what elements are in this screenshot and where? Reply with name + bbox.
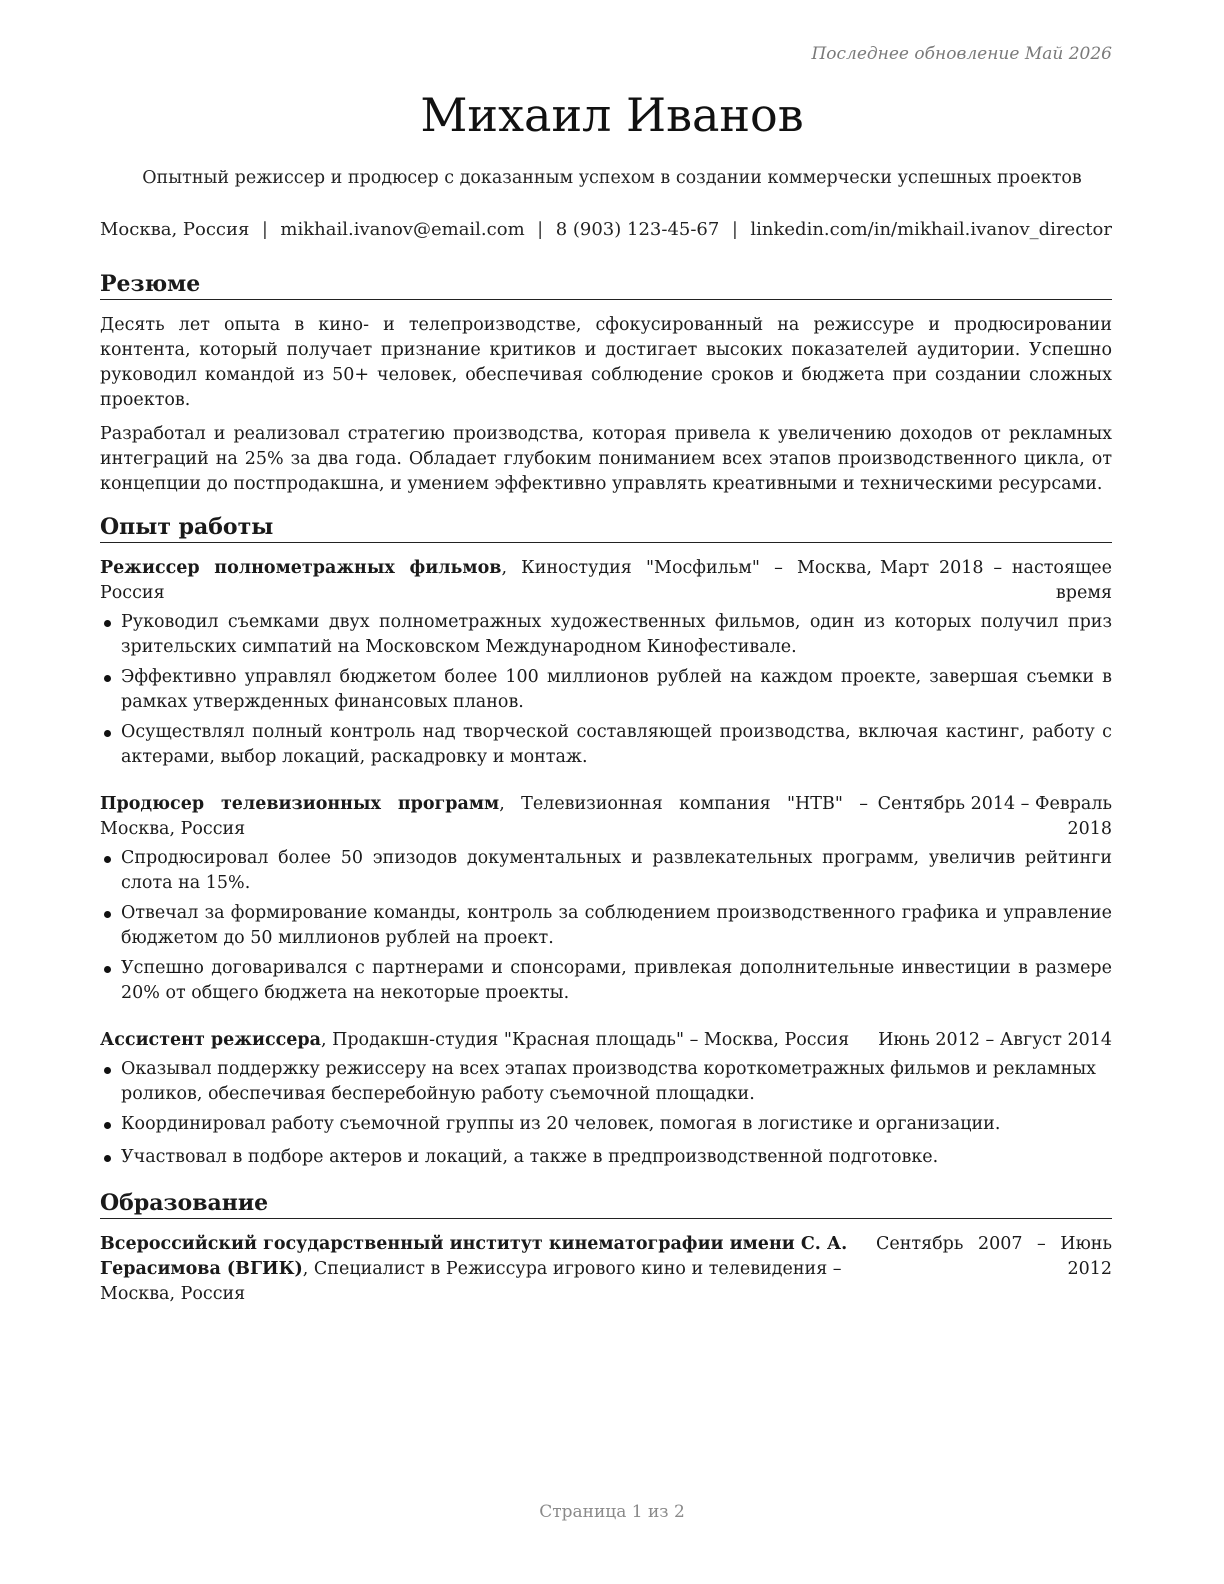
separator: | — [731, 219, 738, 240]
email-link[interactable]: mikhail.ivanov@email.com — [280, 219, 525, 240]
summary-paragraph: Разработал и реализовал стратегию производства, которая привела к увеличению доходов от рекламных интеграций на 25% за два года. Обладает глубоким пониманием всех этапов производственного цикла, от концепции до постпродакшна, и умением эффективно управлять креативными и техническими ресурсами. — [100, 424, 1112, 494]
list-item: Успешно договаривался с партнерами и спонсорами, привлекая дополнительные инвестиции в размере 20% от общего бюджета на некоторые проекты. — [100, 956, 1112, 1006]
candidate-name: Михаил Иванов — [420, 88, 804, 142]
job-dates: Июнь 2012 – Август 2014 — [878, 1030, 1112, 1050]
education-dates: Сентябрь 2007 – Июнь 2012 — [876, 1234, 1112, 1279]
job-bullets — [100, 610, 1112, 770]
job-dates: Сентябрь 2014 – Февраль 2018 — [877, 794, 1112, 839]
separator: | — [261, 219, 268, 240]
job-company: , Телевизионная компания "НТВ" – Москва, Россия — [100, 794, 868, 839]
list-item: Оказывал поддержку режиссеру на всех этапах производства короткометражных фильмов и рекламных роликов, обеспечивая бесперебойную работу съемочной площадки. — [100, 1057, 1112, 1107]
job-bullets — [100, 846, 1112, 1006]
list-item: Руководил съемками двух полнометражных художественных фильмов, один из которых получил приз зрительских симпатий на Московском Международном Кинофестивале. — [100, 610, 1112, 660]
job-position: Продюсер телевизионных программ — [100, 794, 500, 814]
tagline: Опытный режиссер и продюсер с доказанным успехом в создании коммерчески успешных проектов — [142, 168, 1082, 188]
job-entry — [100, 556, 1112, 770]
job-header — [100, 556, 1112, 606]
job-header — [100, 792, 1112, 842]
contact-line — [100, 219, 1112, 240]
list-item: Эффективно управлял бюджетом более 100 миллионов рублей на каждом проекте, завершая съемки в рамках утвержденных финансовых планов. — [100, 665, 1112, 715]
job-entry — [100, 1028, 1112, 1170]
list-item: Спродюсировал более 50 эпизодов документальных и развлекательных программ, увеличив рейтинги слота на 15%. — [100, 846, 1112, 896]
list-item: Координировал работу съемочной группы из 20 человек, помогая в логистике и организации. — [100, 1112, 1112, 1137]
summary-paragraph: Десять лет опыта в кино- и телепроизводстве, сфокусированный на режиссуре и продюсировании контента, который получает признание критиков и достигает высоких показателей аудитории. Успешно руководил командой из 50+ человек, обеспечивая соблюдение сроков и бюджета при создании сложных проектов. — [100, 315, 1112, 410]
education-header — [100, 1232, 1112, 1307]
linkedin-link[interactable]: linkedin.com/in/mikhail.ivanov_director — [750, 219, 1112, 240]
section-title-summary: Резюме — [100, 270, 1112, 300]
list-item: Участвовал в подборе актеров и локаций, а также в предпроизводственной подготовке. — [100, 1145, 1112, 1170]
page-number: Страница 1 из 2 — [539, 1502, 685, 1522]
job-position: Режиссер полнометражных фильмов — [100, 558, 502, 578]
list-item: Осуществлял полный контроль над творческой составляющей производства, включая кастинг, работу с актерами, выбор локаций, раскадровку и монтаж. — [100, 720, 1112, 770]
job-dates: Март 2018 – настоящее время — [880, 558, 1112, 603]
job-company: , Киностудия "Мосфильм" – Москва, Россия — [100, 558, 872, 603]
separator: | — [537, 219, 544, 240]
education-entry — [100, 1232, 1112, 1307]
list-item: Отвечал за формирование команды, контроль за соблюдением производственного графика и управление бюджетом до 50 миллионов рублей на проект. — [100, 901, 1112, 951]
last-updated: Последнее обновление Май 2026 — [811, 44, 1112, 64]
resume-content — [100, 270, 1112, 1307]
institution-name: Всероссийский государственный институт кинематографии имени С. А. Герасимова (ВГИК) — [100, 1234, 848, 1279]
job-entry — [100, 792, 1112, 1006]
job-header — [100, 1028, 1112, 1053]
job-bullets — [100, 1057, 1112, 1170]
location: Москва, Россия — [100, 219, 250, 240]
job-company: , Продакшн-студия "Красная площадь" – Москва, Россия — [320, 1030, 850, 1050]
phone: 8 (903) 123-45-67 — [555, 219, 720, 240]
section-title-education: Образование — [100, 1189, 1112, 1219]
job-position: Ассистент режиссера — [100, 1030, 321, 1050]
degree-details: , Специалист в Режиссура игрового кино и телевидения – Москва, Россия — [100, 1259, 842, 1304]
section-title-experience: Опыт работы — [100, 513, 1112, 543]
